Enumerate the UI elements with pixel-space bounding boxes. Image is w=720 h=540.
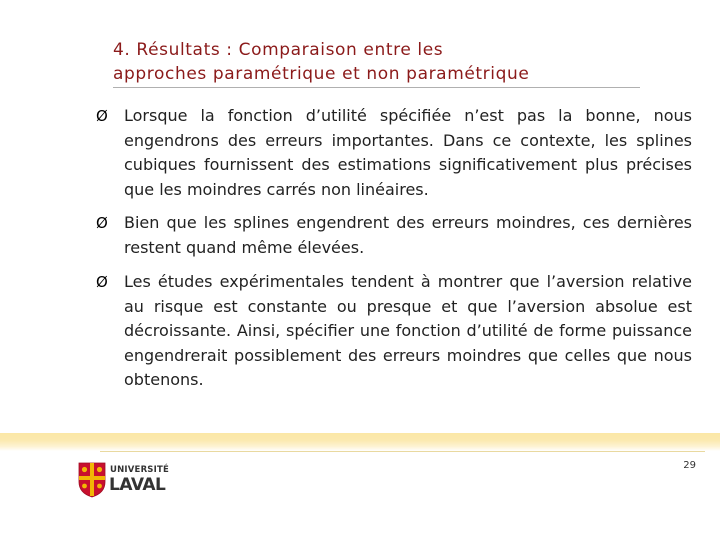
- logo-university-text: UNIVERSITÉ: [110, 465, 169, 475]
- bullet-text: Bien que les splines engendrent des erreurs moindres, ces dernières restent quand même élevées.: [124, 213, 692, 257]
- footer-band: [0, 433, 720, 451]
- slide-title: [113, 38, 643, 86]
- university-logo: [78, 462, 168, 502]
- footer-divider: [100, 451, 705, 452]
- bullet-text: Lorsque la fonction d’utilité spécifiée n’est pas la bonne, nous engendrons des erreurs importantes. Dans ce contexte, les splines cubiques fournissent des estimations significativement plus précises que les moindres carrés non linéaires.: [124, 106, 692, 199]
- slide-title-line2: approches paramétrique et non paramétrique: [113, 64, 530, 84]
- title-divider: [113, 87, 640, 88]
- coat-of-arms-icon: [78, 462, 106, 498]
- page-number: 29: [683, 460, 696, 471]
- slide-title-line1: 4. Résultats : Comparaison entre les: [113, 40, 444, 60]
- arrow-bullet-icon: Ø: [96, 214, 108, 232]
- bullet-text: Les études expérimentales tendent à montrer que l’aversion relative au risque est constante ou presque et que l’aversion absolue est décroissante. Ainsi, spécifier une fonction d’utilité de forme puissance engendrerait possiblement des erreurs moindres que celles que nous obtenons.: [124, 272, 692, 389]
- logo-laval-text: LAVAL: [109, 475, 166, 495]
- bullet-item: [96, 211, 692, 260]
- arrow-bullet-icon: Ø: [96, 107, 108, 125]
- bullet-item: [96, 104, 692, 202]
- arrow-bullet-icon: Ø: [96, 273, 108, 291]
- bullet-item: [96, 270, 692, 393]
